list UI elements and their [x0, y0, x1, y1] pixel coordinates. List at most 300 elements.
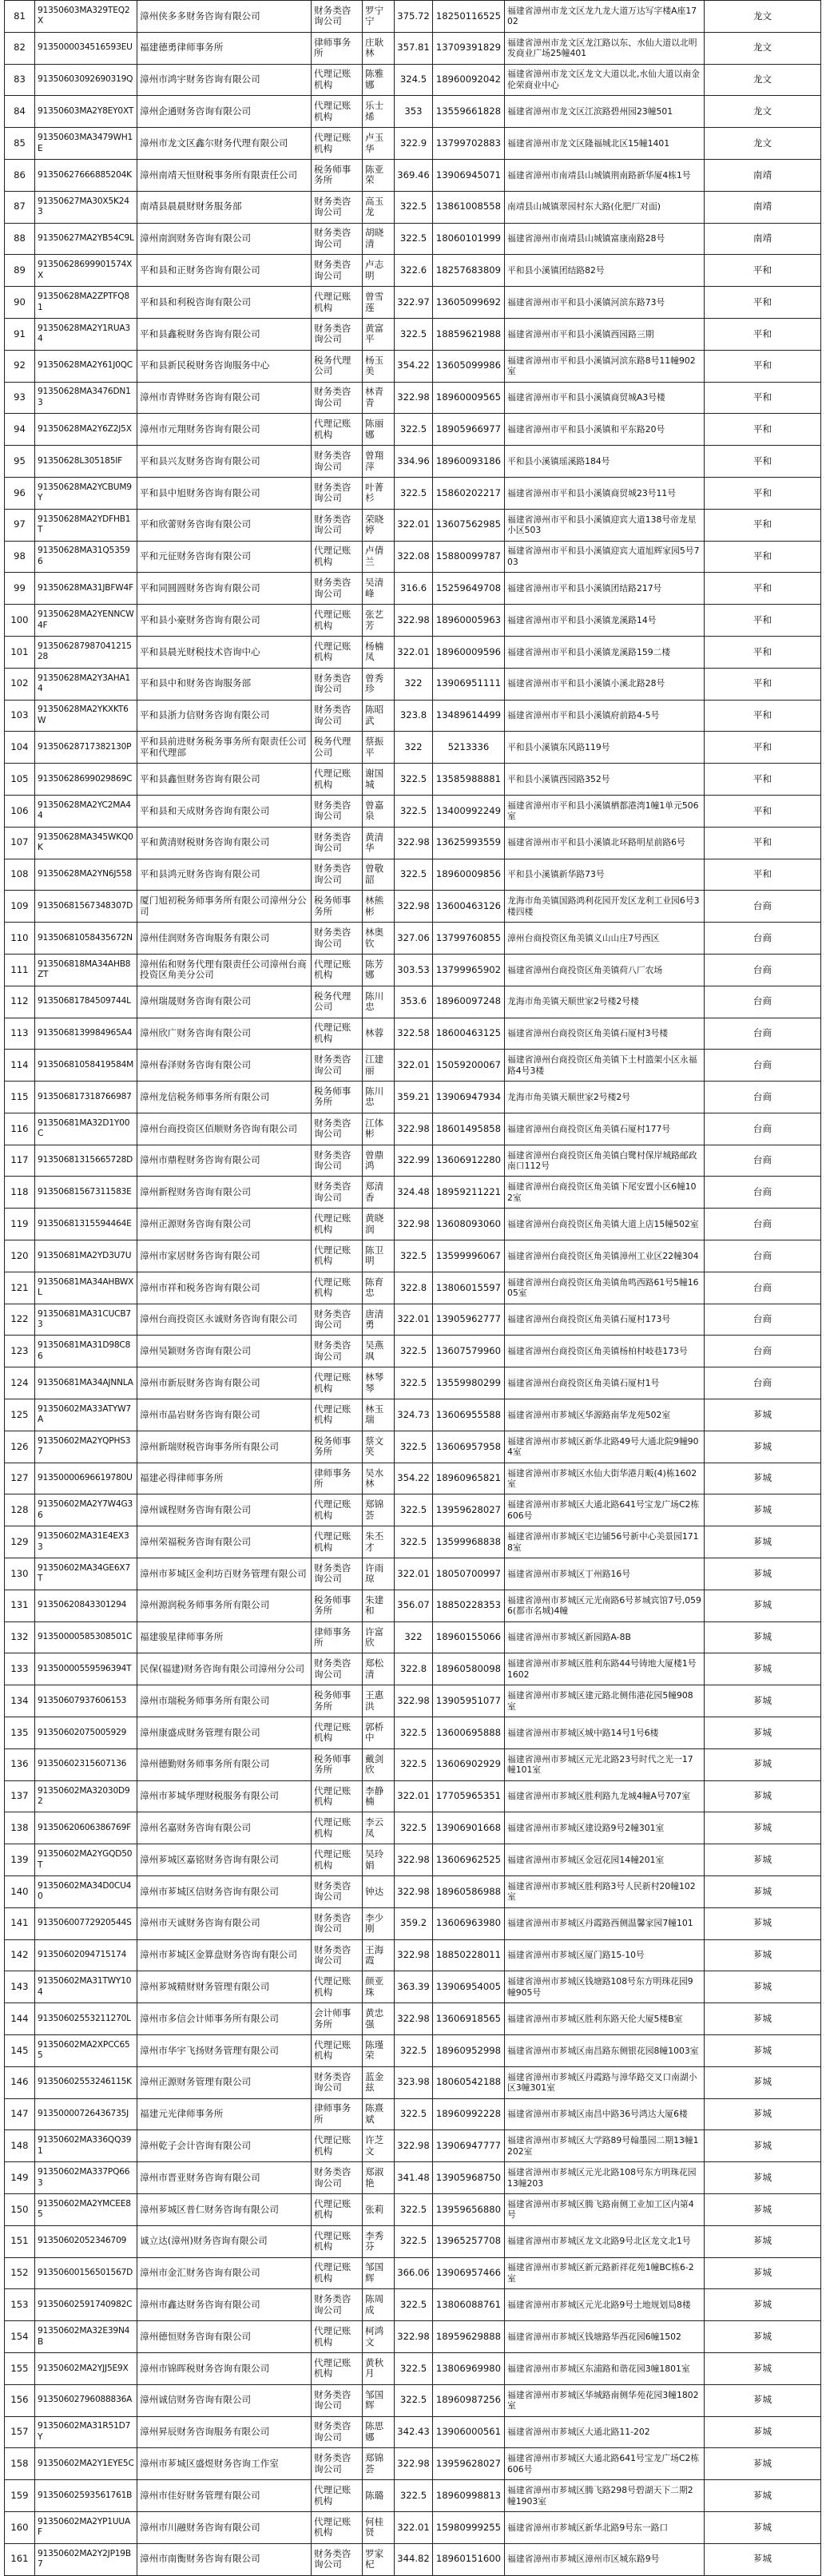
cell-credit-code: 91350602MA2YMCEE85	[35, 2193, 137, 2225]
cell-firm-type: 财务类咨询公司	[312, 2289, 363, 2321]
cell-phone-number: 18960580098	[433, 1653, 505, 1685]
cell-fee-amount: 354.22	[395, 1463, 433, 1494]
cell-phone-number: 13605099692	[433, 287, 505, 319]
cell-firm-type: 税务代理公司	[312, 986, 363, 1018]
cell-row-number: 131	[5, 1590, 35, 1621]
cell-firm-type: 律师事务所	[312, 2098, 363, 2130]
cell-address: 福建省漳州市南靖县山城镇荆南路新华厦4栋1号	[505, 159, 705, 191]
cell-credit-code: 91350628MA3476DN13	[35, 382, 137, 414]
cell-row-number: 111	[5, 954, 35, 986]
table-row	[5, 2257, 821, 2289]
cell-contact-person: 黄富平	[363, 318, 395, 350]
cell-district: 平和	[705, 255, 821, 287]
cell-firm-type: 代理记账机构	[312, 2130, 363, 2162]
cell-contact-person: 邹国辉	[363, 2384, 395, 2416]
table-row	[5, 128, 821, 160]
cell-contact-person: 曾翔萍	[363, 446, 395, 478]
cell-phone-number: 5213336	[433, 732, 505, 764]
cell-phone-number: 13605099986	[433, 350, 505, 382]
cell-contact-person: 陈丽娜	[363, 414, 395, 446]
cell-address: 南靖县山城镇翠园村东大路(化肥厂对面)	[505, 191, 705, 223]
cell-contact-person: 柯鸿文	[363, 2321, 395, 2353]
cell-fee-amount: 316.6	[395, 573, 433, 605]
cell-phone-number: 13906901668	[433, 1812, 505, 1844]
cell-firm-type: 代理记账机构	[312, 128, 363, 160]
cell-firm-type: 财务类咨询公司	[312, 1145, 363, 1177]
table-row	[5, 2448, 821, 2480]
cell-credit-code: 91350681MA31D98C86	[35, 1336, 137, 1367]
cell-credit-code: 91350602553246115K	[35, 2066, 137, 2098]
cell-district: 南靖	[705, 191, 821, 223]
cell-credit-code: 91350602553211270L	[35, 2003, 137, 2035]
cell-contact-person: 陈芳娜	[363, 954, 395, 986]
cell-address: 福建省漳州市芗城区龙文北路9号北区龙文北1号	[505, 2225, 705, 2257]
cell-contact-person: 陈川忠	[363, 986, 395, 1018]
cell-firm-type: 财务类咨询公司	[312, 2162, 363, 2194]
cell-district: 台商	[705, 1304, 821, 1336]
table-row	[5, 1018, 821, 1050]
cell-contact-person: 郑锦荟	[363, 2448, 395, 2480]
cell-fee-amount: 322.5	[395, 2193, 433, 2225]
cell-phone-number: 18959211221	[433, 1177, 505, 1209]
cell-address: 福建省漳州市平和县小溪镇龙溪路14号	[505, 605, 705, 637]
cell-row-number: 146	[5, 2066, 35, 2098]
cell-credit-code: 91350600156501567D	[35, 2257, 137, 2289]
cell-phone-number: 13905951077	[433, 1685, 505, 1717]
cell-contact-person: 林奥钦	[363, 923, 395, 955]
cell-firm-name: 平和县中旭财务咨询有限公司	[137, 477, 312, 509]
cell-firm-name: 漳州市祥和税务咨询有限公司	[137, 1272, 312, 1304]
cell-firm-type: 代理记账机构	[312, 64, 363, 96]
cell-phone-number: 13906954005	[433, 1971, 505, 2003]
table-row	[5, 1177, 821, 1209]
cell-phone-number: 13959628027	[433, 1494, 505, 1526]
cell-firm-type: 财务类咨询公司	[312, 923, 363, 955]
table-row	[5, 1590, 821, 1621]
table-row	[5, 2003, 821, 2035]
cell-fee-amount: 342.43	[395, 2416, 433, 2448]
cell-fee-amount: 322.98	[395, 1844, 433, 1876]
cell-row-number: 85	[5, 128, 35, 160]
cell-phone-number: 13806088761	[433, 2289, 505, 2321]
cell-firm-type: 税务师事务所	[312, 1082, 363, 1113]
cell-phone-number: 18250116525	[433, 1, 505, 33]
cell-address: 福建省漳州台商投资区角美镇石厦村173号	[505, 1304, 705, 1336]
cell-firm-type: 财务类咨询公司	[312, 1558, 363, 1590]
table-row	[5, 1558, 821, 1590]
cell-fee-amount: 322.5	[395, 318, 433, 350]
cell-district: 平和	[705, 541, 821, 573]
cell-row-number: 106	[5, 795, 35, 827]
cell-phone-number: 13606912280	[433, 1145, 505, 1177]
cell-fee-amount: 322.98	[395, 1113, 433, 1145]
cell-address: 龙海市角美镇国路鸿利花园开发区龙利工业园6号3楼四楼	[505, 891, 705, 923]
cell-credit-code: 91350602MA31TWY104	[35, 1971, 137, 2003]
cell-row-number: 104	[5, 732, 35, 764]
cell-district: 芗城	[705, 1431, 821, 1463]
cell-firm-type: 财务类咨询公司	[312, 1653, 363, 1685]
cell-address: 福建省漳州市龙文区隆福城北区15幢1401	[505, 128, 705, 160]
cell-firm-name: 平和县鑫税财务咨询有限公司	[137, 318, 312, 350]
cell-district: 芗城	[705, 2511, 821, 2543]
cell-fee-amount: 322.5	[395, 1748, 433, 1780]
table-row	[5, 1463, 821, 1494]
cell-fee-amount: 322.98	[395, 1209, 433, 1240]
cell-fee-amount: 322.5	[395, 1717, 433, 1749]
cell-contact-person: 曾嘉泉	[363, 795, 395, 827]
cell-district: 平和	[705, 414, 821, 446]
cell-firm-type: 代理记账机构	[312, 1494, 363, 1526]
cell-firm-type: 税务师事务所	[312, 1590, 363, 1621]
cell-firm-name: 漳州市元翔财务咨询有限公司	[137, 414, 312, 446]
cell-firm-name: 漳州德恒财务咨询有限公司	[137, 2321, 312, 2353]
table-row	[5, 2321, 821, 2353]
cell-contact-person: 钟达	[363, 1876, 395, 1908]
cell-firm-name: 漳州诚信财务咨询有限公司	[137, 2384, 312, 2416]
cell-row-number: 148	[5, 2130, 35, 2162]
cell-firm-name: 漳州荣福税务咨询有限公司	[137, 1526, 312, 1558]
cell-address: 福建省漳州市平和县小溪镇北环路明星前路6号	[505, 827, 705, 859]
cell-credit-code: 91350000559596394T	[35, 1653, 137, 1685]
cell-fee-amount: 322.98	[395, 1685, 433, 1717]
cell-credit-code: 9135068139984965A4	[35, 1018, 137, 1050]
cell-fee-amount: 322.99	[395, 1145, 433, 1177]
cell-contact-person: 李云凤	[363, 1812, 395, 1844]
cell-credit-code: 91350000696619780U	[35, 1463, 137, 1494]
cell-address: 福建省漳州市平和县小溪镇迎宾大道旭辉家园5号703	[505, 541, 705, 573]
cell-district: 平和	[705, 477, 821, 509]
cell-row-number: 81	[5, 1, 35, 33]
table-row	[5, 795, 821, 827]
cell-fee-amount: 322.8	[395, 1653, 433, 1685]
cell-district: 芗城	[705, 1526, 821, 1558]
cell-firm-name: 漳州市佳好财务管理有限公司	[137, 2480, 312, 2512]
cell-firm-type: 代理记账机构	[312, 1812, 363, 1844]
table-body	[5, 1, 821, 2576]
cell-fee-amount: 322.01	[395, 1304, 433, 1336]
cell-address: 福建省漳州市龙文区江滨路碧州园23幢501	[505, 96, 705, 128]
cell-firm-type: 财务类咨询公司	[312, 318, 363, 350]
cell-credit-code: 91350681315594464E	[35, 1209, 137, 1240]
cell-phone-number: 18600463125	[433, 1018, 505, 1050]
cell-credit-code: 91350000726436735J	[35, 2098, 137, 2130]
cell-fee-amount: 322.9	[395, 128, 433, 160]
cell-contact-person: 吴清峰	[363, 573, 395, 605]
cell-firm-type: 财务类咨询公司	[312, 2416, 363, 2448]
cell-district: 芗城	[705, 2289, 821, 2321]
cell-contact-person: 乐士烯	[363, 96, 395, 128]
cell-address: 福建省漳州市芗城区南昌路东侧银花园8幢1003室	[505, 2035, 705, 2067]
cell-fee-amount: 323.8	[395, 700, 433, 732]
cell-address: 福建省漳州市芗城区丁州路16号	[505, 1558, 705, 1590]
cell-address: 福建省漳州市平和县小溪镇龙溪路159二楼	[505, 636, 705, 668]
cell-address: 福建省漳州市南靖县山城镇富康南路28号	[505, 223, 705, 255]
cell-address: 平和县小溪镇团结路82号	[505, 255, 705, 287]
cell-firm-type: 代理记账机构	[312, 2257, 363, 2289]
cell-firm-name: 平和元征财务咨询有限公司	[137, 541, 312, 573]
cell-phone-number: 18960992228	[433, 2098, 505, 2130]
cell-fee-amount: 341.48	[395, 2162, 433, 2194]
cell-row-number: 124	[5, 1367, 35, 1399]
cell-fee-amount: 322.98	[395, 2321, 433, 2353]
cell-address: 福建省漳州市芗城区元光北路23号时代之光一17幢101室	[505, 1748, 705, 1780]
cell-district: 台商	[705, 1050, 821, 1082]
cell-credit-code: 91350607937606153	[35, 1685, 137, 1717]
cell-address: 福建省漳州市芗城区城中路14号1号6楼	[505, 1717, 705, 1749]
cell-phone-number: 13806015597	[433, 1272, 505, 1304]
cell-firm-type: 代理记账机构	[312, 1717, 363, 1749]
cell-phone-number: 13625993559	[433, 827, 505, 859]
cell-row-number: 96	[5, 477, 35, 509]
cell-district: 芗城	[705, 1844, 821, 1876]
cell-credit-code: 91350681MA34AHBWXL	[35, 1272, 137, 1304]
cell-firm-type: 财务类咨询公司	[312, 446, 363, 478]
cell-firm-name: 平和县晨光财税技术咨询中心	[137, 636, 312, 668]
cell-contact-person: 郑松清	[363, 1653, 395, 1685]
cell-fee-amount: 334.96	[395, 446, 433, 478]
cell-phone-number: 15059200067	[433, 1050, 505, 1082]
cell-address: 福建省漳州市芗城区大通北路641号宝龙广场C2栋606号	[505, 1494, 705, 1526]
table-row	[5, 954, 821, 986]
cell-phone-number: 13559980299	[433, 1367, 505, 1399]
cell-firm-name: 漳州企通财务咨询有限公司	[137, 96, 312, 128]
cell-contact-person: 李秀芬	[363, 2225, 395, 2257]
table-row	[5, 923, 821, 955]
cell-credit-code: 91350628MA2YC2MA44	[35, 795, 137, 827]
cell-firm-name: 漳州芗城区普仁财务咨询有限公司	[137, 2193, 312, 2225]
cell-firm-type: 代理记账机构	[312, 1209, 363, 1240]
cell-firm-name: 漳州正源财务管理有限公司	[137, 2066, 312, 2098]
cell-fee-amount: 322.5	[395, 477, 433, 509]
cell-address: 福建省漳州台商投资区角美镇下尾安置小区6幢102室	[505, 1177, 705, 1209]
cell-district: 芗城	[705, 1494, 821, 1526]
cell-row-number: 109	[5, 891, 35, 923]
cell-firm-name: 平和县和天成财务咨询有限公司	[137, 795, 312, 827]
cell-row-number: 151	[5, 2225, 35, 2257]
table-row	[5, 96, 821, 128]
cell-contact-person: 陈熹斌	[363, 2098, 395, 2130]
table-row	[5, 764, 821, 796]
cell-credit-code: 91350681MA31CUCB73	[35, 1304, 137, 1336]
table-row	[5, 2543, 821, 2575]
cell-address: 福建省漳州市芗城区腾飞路南侧工业加工区内第4号	[505, 2193, 705, 2225]
cell-firm-type: 财务类咨询公司	[312, 1336, 363, 1367]
cell-district: 芗城	[705, 2321, 821, 2353]
cell-fee-amount: 322	[395, 732, 433, 764]
cell-fee-amount: 324.5	[395, 64, 433, 96]
table-row	[5, 1876, 821, 1908]
cell-phone-number: 13599968838	[433, 1526, 505, 1558]
cell-row-number: 117	[5, 1145, 35, 1177]
cell-row-number: 122	[5, 1304, 35, 1336]
cell-contact-person: 陈亚荣	[363, 159, 395, 191]
cell-firm-type: 代理记账机构	[312, 2035, 363, 2067]
cell-district: 芗城	[705, 1621, 821, 1653]
cell-district: 台商	[705, 986, 821, 1018]
cell-firm-name: 平和县新民税财务咨询服务中心	[137, 350, 312, 382]
cell-credit-code: 91350602MA34GE6X7T	[35, 1558, 137, 1590]
cell-contact-person: 陈卫明	[363, 1240, 395, 1272]
cell-phone-number: 13608093060	[433, 1209, 505, 1240]
cell-credit-code: 91350628MA2Y1RUA34	[35, 318, 137, 350]
cell-firm-type: 财务类咨询公司	[312, 1304, 363, 1336]
cell-row-number: 90	[5, 287, 35, 319]
cell-address: 福建省漳州台商投资区角美镇荷八厂农场	[505, 954, 705, 986]
cell-district: 南靖	[705, 159, 821, 191]
cell-district: 平和	[705, 318, 821, 350]
cell-firm-type: 财务类咨询公司	[312, 509, 363, 541]
table-row	[5, 446, 821, 478]
table-row	[5, 2511, 821, 2543]
cell-firm-name: 漳州芗城区嘉铭财务咨询有限公司	[137, 1844, 312, 1876]
cell-district: 台商	[705, 954, 821, 986]
cell-row-number: 98	[5, 541, 35, 573]
cell-address: 福建省漳州市平和县小溪镇河滨东路73号	[505, 287, 705, 319]
cell-firm-type: 财务类咨询公司	[312, 477, 363, 509]
cell-address: 福建省漳州市芗城区宅边铺56号新中心美景园1718室	[505, 1526, 705, 1558]
cell-row-number: 143	[5, 1971, 35, 2003]
table-row	[5, 636, 821, 668]
cell-credit-code: 91350603MA3479WH1E	[35, 128, 137, 160]
cell-contact-person: 林玉瑞	[363, 1399, 395, 1431]
cell-row-number: 126	[5, 1431, 35, 1463]
cell-row-number: 130	[5, 1558, 35, 1590]
cell-credit-code: 91350602MA2Y7W4G36	[35, 1494, 137, 1526]
cell-credit-code: 91350602591740982C	[35, 2289, 137, 2321]
cell-district: 芗城	[705, 1717, 821, 1749]
cell-address: 福建省漳州市芗城区建元路北侧伟港花园5幢908室	[505, 1685, 705, 1717]
cell-address: 福建省漳州台商投资区角美镇杨柏村岐巷173号	[505, 1336, 705, 1367]
cell-address: 福建省漳州市平和县小溪镇商贸城23号11号	[505, 477, 705, 509]
cell-contact-person: 曾敬韶	[363, 859, 395, 891]
cell-row-number: 138	[5, 1812, 35, 1844]
cell-firm-type: 代理记账机构	[312, 954, 363, 986]
cell-row-number: 115	[5, 1082, 35, 1113]
table-row	[5, 1399, 821, 1431]
cell-district: 芗城	[705, 2257, 821, 2289]
table-row	[5, 2098, 821, 2130]
cell-firm-name: 漳州台商投资区永诚财务咨询有限公司	[137, 1304, 312, 1336]
cell-row-number: 153	[5, 2289, 35, 2321]
cell-firm-type: 代理记账机构	[312, 1526, 363, 1558]
cell-fee-amount: 322.5	[395, 2035, 433, 2067]
cell-phone-number: 18960093186	[433, 446, 505, 478]
cell-firm-type: 代理记账机构	[312, 1272, 363, 1304]
cell-credit-code: 91350628MA2YDFHB1T	[35, 509, 137, 541]
cell-credit-code: 91350602MA2YGQD50T	[35, 1844, 137, 1876]
cell-fee-amount: 322.01	[395, 1050, 433, 1082]
cell-row-number: 113	[5, 1018, 35, 1050]
cell-firm-type: 财务类咨询公司	[312, 1050, 363, 1082]
cell-phone-number: 13489614499	[433, 700, 505, 732]
table-row	[5, 1304, 821, 1336]
cell-row-number: 159	[5, 2480, 35, 2512]
table-row	[5, 2193, 821, 2225]
cell-address: 福建省漳州市平和县小溪镇团结路217号	[505, 573, 705, 605]
cell-contact-person: 曾秀珍	[363, 668, 395, 700]
cell-address: 福建省漳州市平和县小溪镇和平东路20号	[505, 414, 705, 446]
cell-row-number: 82	[5, 32, 35, 64]
cell-address: 福建省漳州市芗城区丹霞路西侧温馨家园7幢101	[505, 1907, 705, 1939]
cell-credit-code: 91350600772920544S	[35, 1907, 137, 1939]
cell-firm-name: 漳州昇辰财务咨询服务有限公司	[137, 2416, 312, 2448]
cell-phone-number: 13861008558	[433, 191, 505, 223]
cell-district: 芗城	[705, 1685, 821, 1717]
table-row	[5, 605, 821, 637]
cell-row-number: 128	[5, 1494, 35, 1526]
cell-phone-number: 13585988881	[433, 764, 505, 796]
cell-row-number: 135	[5, 1717, 35, 1749]
cell-firm-type: 代理记账机构	[312, 541, 363, 573]
table-row	[5, 891, 821, 923]
cell-contact-person: 张莉	[363, 2193, 395, 2225]
cell-phone-number: 18959629888	[433, 2321, 505, 2353]
cell-fee-amount: 322.98	[395, 382, 433, 414]
cell-firm-type: 税务代理公司	[312, 350, 363, 382]
cell-credit-code: 91350681MA34AJNNLA	[35, 1367, 137, 1399]
cell-firm-type: 代理记账机构	[312, 764, 363, 796]
cell-district: 平和	[705, 668, 821, 700]
cell-district: 芗城	[705, 2035, 821, 2067]
cell-district: 芗城	[705, 1590, 821, 1621]
table-row	[5, 827, 821, 859]
cell-row-number: 145	[5, 2035, 35, 2067]
cell-row-number: 87	[5, 191, 35, 223]
cell-fee-amount: 359.21	[395, 1082, 433, 1113]
cell-contact-person: 罗宁宁	[363, 1, 395, 33]
cell-credit-code: 91350000585308501C	[35, 1621, 137, 1653]
cell-fee-amount: 322.98	[395, 605, 433, 637]
cell-contact-person: 黄秋月	[363, 2352, 395, 2384]
cell-credit-code: 91350602MA33ATYW7A	[35, 1399, 137, 1431]
cell-fee-amount: 327.06	[395, 923, 433, 955]
cell-firm-type: 律师事务所	[312, 1463, 363, 1494]
cell-row-number: 94	[5, 414, 35, 446]
cell-phone-number: 18859621988	[433, 318, 505, 350]
cell-contact-person: 王惠洪	[363, 1685, 395, 1717]
cell-row-number: 110	[5, 923, 35, 955]
cell-firm-type: 代理记账机构	[312, 2225, 363, 2257]
table-row	[5, 1, 821, 33]
cell-contact-person: 朱建和	[363, 1590, 395, 1621]
cell-fee-amount: 322.98	[395, 2448, 433, 2480]
table-row	[5, 2289, 821, 2321]
cell-fee-amount: 322.5	[395, 414, 433, 446]
cell-district: 芗城	[705, 1971, 821, 2003]
table-row	[5, 1939, 821, 1971]
cell-firm-name: 漳州南靖天恒财税事务所有限责任公司	[137, 159, 312, 191]
cell-credit-code: 91350628699901574XX	[35, 255, 137, 287]
cell-firm-name: 漳州市天诚财务咨询有限公司	[137, 1907, 312, 1939]
cell-contact-person: 卢玉华	[363, 128, 395, 160]
cell-firm-name: 福建元光律师事务所	[137, 2098, 312, 2130]
table-row	[5, 1748, 821, 1780]
cell-firm-name: 漳州市川融财务咨询有限公司	[137, 2511, 312, 2543]
table-row	[5, 1494, 821, 1526]
cell-credit-code: 91350628717382130P	[35, 732, 137, 764]
cell-firm-type: 财务类咨询公司	[312, 2543, 363, 2575]
cell-row-number: 119	[5, 1209, 35, 1240]
cell-district: 龙文	[705, 1, 821, 33]
cell-phone-number: 18960097248	[433, 986, 505, 1018]
cell-address: 福建省漳州市芗城区水仙大街华港月畈(4)栋1602室	[505, 1463, 705, 1494]
cell-fee-amount: 322.5	[395, 2289, 433, 2321]
cell-credit-code: 91350681058419584M	[35, 1050, 137, 1082]
table-row	[5, 1685, 821, 1717]
table-row	[5, 287, 821, 319]
cell-fee-amount: 322.5	[395, 1336, 433, 1367]
cell-contact-person: 叶菁杉	[363, 477, 395, 509]
